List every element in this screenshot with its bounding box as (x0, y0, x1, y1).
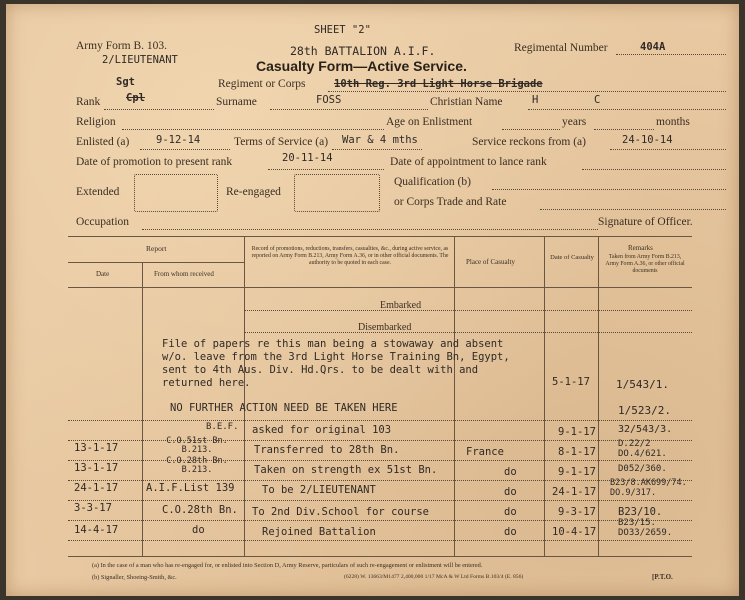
note-line-1: File of papers re this man being a stowaway and absent (162, 338, 504, 350)
enlisted-label: Enlisted (a) (76, 136, 130, 148)
form-number: Army Form B. 103. (76, 40, 168, 52)
age-label: Age on Enlistment (386, 116, 473, 128)
note-remark: 1/543/1. (616, 378, 669, 391)
row-from: do (192, 524, 205, 536)
embarked-label: Embarked (380, 300, 422, 311)
row-casualty-date: 10-4-17 (552, 526, 597, 538)
row-from: B.E.F. (206, 422, 239, 432)
row-place: do (504, 466, 517, 478)
lance-rank-label: Date of appointment to lance rank (390, 156, 547, 168)
occupation-line (142, 229, 598, 230)
terms-label: Terms of Service (a) (234, 136, 329, 148)
pto-label: [P.T.O. (652, 573, 673, 581)
col-place: Place of Casualty (466, 258, 515, 266)
age-years-line (502, 129, 560, 130)
sheet-label: SHEET "2" (314, 24, 371, 36)
row-from: C.O.28th Bn. (162, 504, 238, 516)
regimental-number-label: Regimental Number (514, 42, 608, 54)
row-casualty-date: 9-1-17 (558, 466, 596, 478)
regiment-line (328, 91, 726, 92)
surname-label: Surname (216, 96, 257, 108)
religion-label: Religion (76, 116, 116, 128)
row-remark: B23/10. (618, 506, 663, 518)
col-record: Record of promotions, reductions, transfers, casualties, &c., during active service, as reported on Army Form B.213, Army Form A.36, or in other official documents. The authority to be quoted in each case. (251, 246, 449, 266)
age-months-line (594, 129, 654, 130)
row-record: To 2nd Div.School for course (252, 506, 430, 518)
row-record: To be 2/LIEUTENANT (262, 484, 376, 496)
rank-line (104, 109, 214, 110)
no-further-remark: 1/523/2. (618, 404, 671, 417)
row-place: do (504, 506, 517, 518)
row-place: do (504, 486, 517, 498)
row-from: A.I.F.List 139 (146, 482, 235, 494)
row-record: Transferred to 28th Bn. (254, 444, 400, 456)
casualty-form-document (6, 4, 739, 596)
form-title: Casualty Form—Active Service. (256, 58, 467, 74)
row-from: C.O.51st Bn. B.213. (166, 436, 228, 455)
surname-line (270, 109, 428, 110)
footnote-b: (b) Signaller, Shoeing-Smith, &c. (92, 574, 177, 581)
promotion-value: 20-11-14 (282, 152, 333, 164)
extended-box (134, 174, 218, 212)
trade-line (540, 209, 726, 210)
row-date: 24-1-17 (74, 482, 119, 494)
christian-name-line (528, 109, 726, 110)
christian-name-label: Christian Name (430, 96, 503, 108)
reckons-value: 24-10-14 (622, 134, 673, 146)
signature-label: Signature of Officer. (598, 216, 693, 228)
promotion-label: Date of promotion to present rank (76, 156, 233, 168)
col-date: Date (96, 270, 110, 278)
terms-line (332, 149, 422, 150)
row-date: 13-1-17 (74, 442, 119, 454)
col-casualty-date: Date of Casualty (550, 254, 594, 261)
christian-initial-2: C (594, 94, 601, 106)
surname: FOSS (316, 94, 342, 106)
reckons-label: Service reckons from (a) (472, 136, 586, 148)
trade-label: or Corps Trade and Rate (394, 196, 507, 208)
row-record: Rejoined Battalion (262, 526, 376, 538)
note-date: 5-1-17 (552, 376, 590, 388)
row-record: Taken on strength ex 51st Bn. (254, 464, 438, 476)
row-remark: B23/15. DO33/2659. (618, 518, 673, 538)
occupation-label: Occupation (76, 216, 130, 228)
note-line-4: returned here. (162, 377, 251, 389)
reengaged-box (294, 174, 380, 212)
col-from: From whom received (154, 270, 214, 278)
print-code: (6228) W. 13663/M1477 2,400,000 1/17 McA & W Ltd Forms B.103/4 (E. 856) (344, 574, 524, 580)
row-place: do (504, 526, 517, 538)
footnote-a: (a) In the case of a man who has re-engaged for, or enlisted into Section D, Army Reserve, particulars of such re-engagement or enlistment will be entered. (92, 562, 483, 569)
col-remarks: Remarks (628, 244, 653, 252)
qualification-label: Qualification (b) (394, 176, 471, 188)
rank-sgt: Sgt (116, 76, 135, 88)
row-casualty-date: 24-1-17 (552, 486, 597, 498)
promotion-line (268, 169, 384, 170)
row-remark: D052/360. (618, 464, 667, 474)
row-remark: D.22/2 DO.4/621. (618, 439, 667, 459)
note-line-2: w/o. leave from the 3rd Light Horse Training Bn, Egypt, (162, 351, 510, 363)
lance-rank-line (582, 169, 726, 170)
row-casualty-date: 9-3-17 (558, 506, 596, 518)
terms-value: War & 4 mths (342, 134, 418, 146)
qualification-line (492, 189, 726, 190)
rank-note: 2/LIEUTENANT (102, 54, 178, 66)
row-date: 13-1-17 (74, 462, 119, 474)
row-place: France (466, 446, 504, 458)
row-record: asked for original 103 (252, 424, 392, 436)
row-remark: 32/543/3. (618, 424, 673, 435)
enlisted-line (140, 149, 230, 150)
months-label: months (656, 116, 690, 128)
disembarked-label: Disembarked (358, 322, 412, 333)
enlisted-date: 9-12-14 (156, 134, 201, 146)
col-remarks-sub: Taken from Army Form B.213, Army Form A.36, or other official documents (605, 254, 685, 274)
no-further-action: NO FURTHER ACTION NEED BE TAKEN HERE (170, 402, 398, 414)
regimental-number-line (616, 54, 726, 55)
battalion-label: 28th BATTALION A.I.F. (290, 44, 436, 58)
regiment-value: 10th Reg. 3rd Light Horse Brigade (334, 78, 543, 90)
regimental-number: 404A (640, 41, 666, 53)
extended-label: Extended (76, 186, 120, 198)
row-date: 14-4-17 (74, 524, 119, 536)
row-casualty-date: 9-1-17 (558, 426, 596, 438)
religion-line (122, 129, 384, 130)
reengaged-label: Re-engaged (226, 186, 281, 198)
col-report: Report (146, 244, 167, 253)
row-from: C.O.28th Bn. B.213. (166, 456, 228, 475)
note-line-3: sent to 4th Aus. Div. Hd.Qrs. to be dealt with and (162, 364, 479, 376)
regiment-label: Regiment or Corps (218, 78, 306, 90)
reckons-line (610, 149, 726, 150)
row-date: 3-3-17 (74, 502, 112, 514)
row-remark: B23/8.AK699/74. DO.9/317. (610, 478, 687, 498)
rank-label: Rank (76, 96, 101, 108)
christian-initial-1: H (532, 94, 539, 106)
years-label: years (562, 116, 587, 128)
rank-value: Cpl (126, 92, 145, 104)
row-casualty-date: 8-1-17 (558, 446, 596, 458)
